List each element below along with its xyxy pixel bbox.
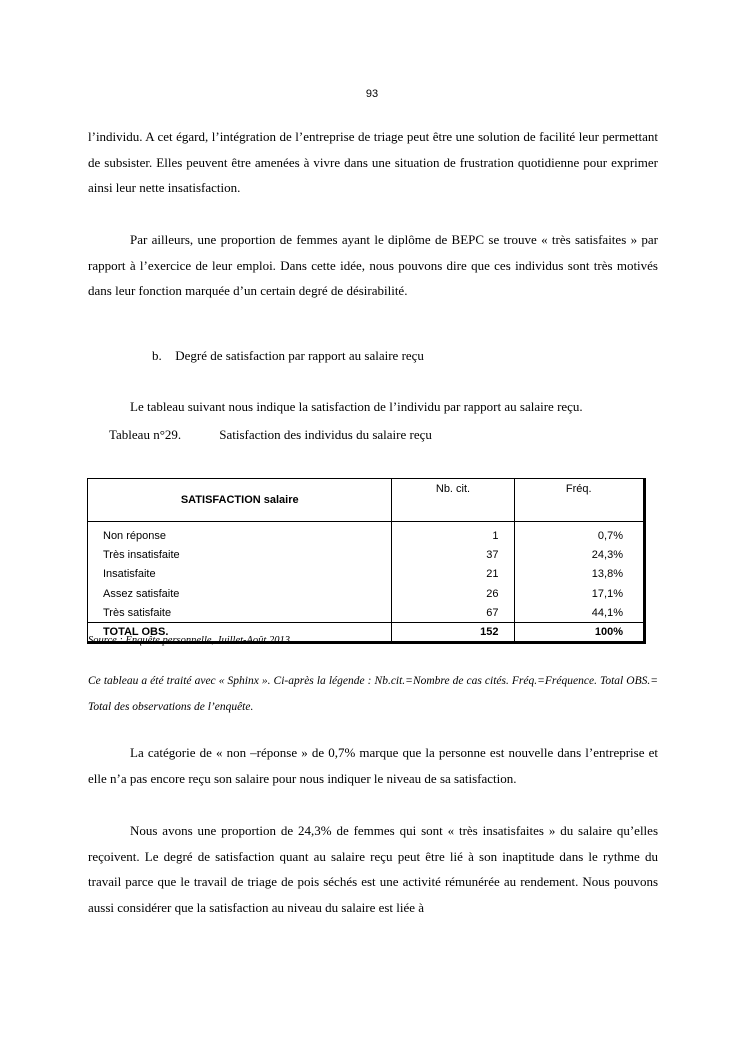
legend-note: Ce tableau a été traité avec « Sphinx ». Ci-après la légende : Nb.cit.=Nombre de cas cités. Fréq.=Fréquence. Total OBS.= Total des observations de l’enquête.: [88, 675, 658, 713]
row-freq: 24,3%: [591, 548, 623, 561]
paragraph-4: Nous avons une proportion de 24,3% de femmes qui sont « très insatisfaites » du salaire qu’elles reçoivent. Le degré de satisfaction quant au salaire reçu peut être lié à son inaptitude dans le rythme du travail parce que le travail de triage de pois séchés est une activité rémunérée au rendement. Nous pouvons aussi considérer que la satisfaction au niveau du salaire est liée à: [88, 823, 658, 915]
row-freq: 17,1%: [591, 587, 623, 600]
row-label: Très insatisfaite: [88, 545, 392, 564]
total-freq: 100%: [514, 623, 644, 643]
row-label: Insatisfaite: [88, 565, 392, 584]
table-row: [88, 603, 645, 623]
row-count: 1: [392, 522, 514, 546]
header-nb-cit: Nb. cit.: [392, 479, 514, 522]
table-row: [88, 584, 645, 603]
row-count: 67: [392, 603, 514, 623]
page-number: 93: [365, 88, 379, 100]
row-label: Non réponse: [88, 522, 392, 546]
table-row: [88, 522, 645, 546]
table-header-row: [88, 479, 645, 522]
row-count: 21: [392, 565, 514, 584]
row-freq: 44,1%: [591, 606, 623, 619]
table-intro: Le tableau suivant nous indique la satisfaction de l’individu par rapport au salaire reçu.: [130, 399, 583, 414]
row-freq: 0,7%: [597, 529, 623, 542]
header-freq: Fréq.: [514, 479, 644, 522]
table-caption: [109, 425, 432, 445]
table-title: Satisfaction des individus du salaire reçu: [219, 427, 432, 442]
table-row: [88, 545, 645, 564]
header-satisfaction: SATISFACTION salaire: [88, 479, 392, 522]
row-count: 37: [392, 545, 514, 564]
total-count: 152: [392, 623, 514, 643]
paragraph-1: l’individu. A cet égard, l’intégration de l’entreprise de triage peut être une solution de facilité leur permettant de subsister. Elles peuvent être amenées à vivre dans une situation de frustration quotidienne pour exprimer ainsi leur nette insatisfaction.: [88, 129, 658, 196]
section-title: Degré de satisfaction par rapport au salaire reçu: [175, 348, 424, 363]
section-marker: b.: [152, 348, 162, 363]
table-number: Tableau n°29.: [109, 427, 182, 442]
paragraph-2: Par ailleurs, une proportion de femmes ayant le diplôme de BEPC se trouve « très satisfaites » par rapport à l’exercice de leur emploi. Dans cette idée, nous pouvons dire que ces individus sont très motivés dans leur fonction marquée d’un certain degré de désirabilité.: [88, 232, 658, 299]
row-label: Très satisfaite: [88, 603, 392, 623]
section-heading: [152, 346, 424, 366]
satisfaction-table: [87, 478, 646, 644]
row-label: Assez satisfaite: [88, 584, 392, 603]
row-count: 26: [392, 584, 514, 603]
table-row: [88, 565, 645, 584]
total-label: TOTAL OBS.: [88, 623, 392, 643]
table-source: Source : Enquête personnelle, Juillet-Août 2013: [88, 635, 290, 646]
row-freq: 13,8%: [591, 568, 623, 581]
paragraph-3: La catégorie de « non –réponse » de 0,7% marque que la personne est nouvelle dans l’entreprise et elle n’a pas encore reçu son salaire pour nous indiquer le niveau de sa satisfaction.: [88, 745, 658, 786]
